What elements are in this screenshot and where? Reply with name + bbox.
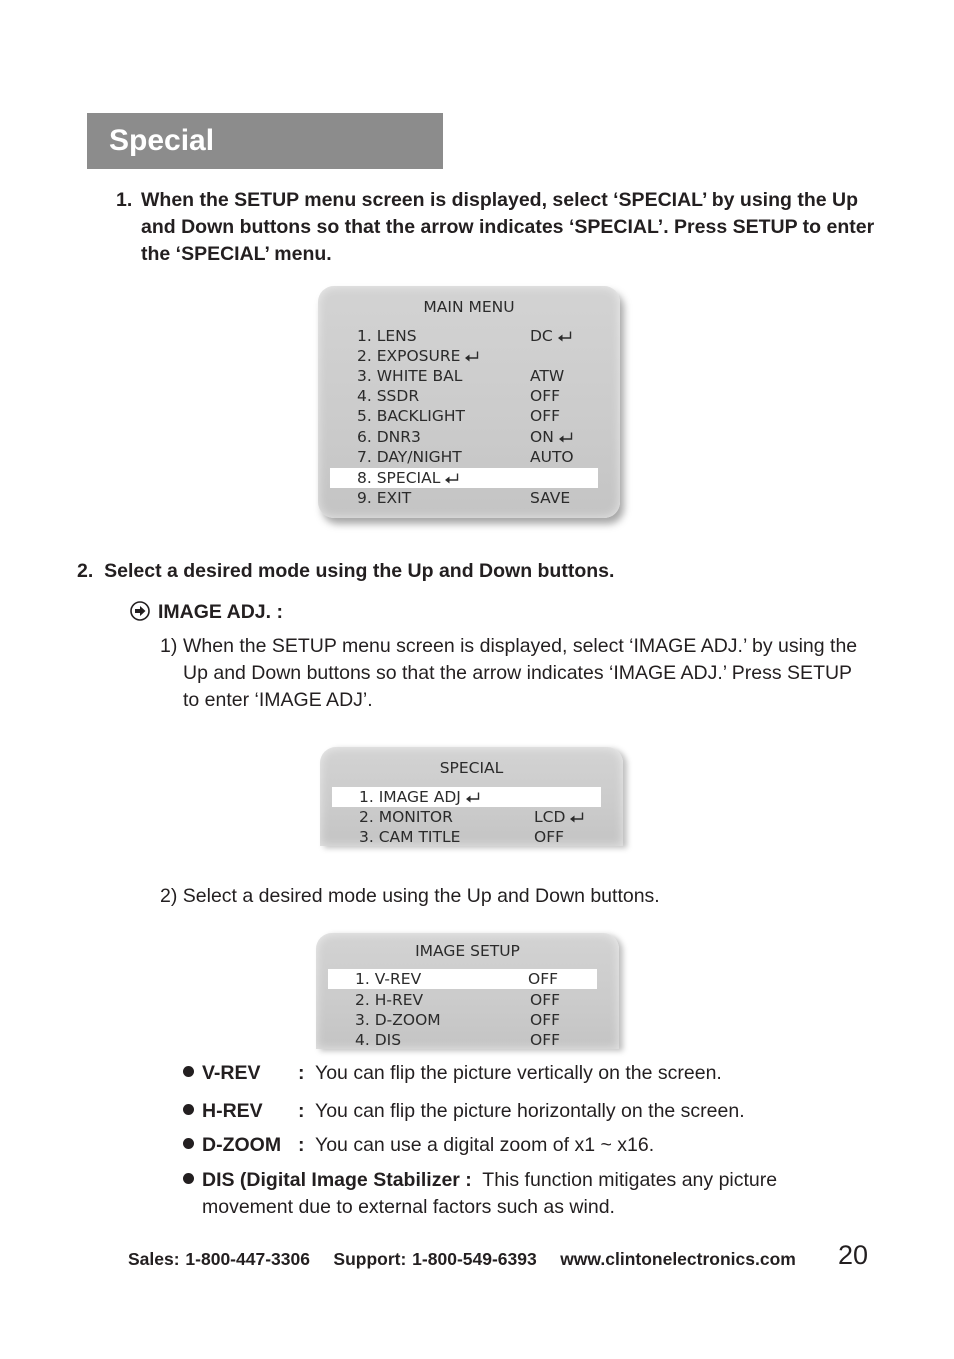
feature-description: This function mitigates any picture xyxy=(482,1169,778,1191)
feature-description-continued: movement due to external factors such as wind. xyxy=(202,1196,615,1218)
menu-row-label: 2. EXPOSURE xyxy=(357,347,461,365)
bullet-dot xyxy=(183,1104,194,1115)
menu-row-value: SAVE xyxy=(530,489,571,507)
main-menu-title: MAIN MENU xyxy=(423,298,515,316)
feature-name: DIS (Digital Image Stabilizer : xyxy=(202,1169,472,1191)
feature-colon: : xyxy=(298,1100,305,1122)
menu-row-label: 9. EXIT xyxy=(357,489,412,507)
menu-row-value: OFF xyxy=(530,991,561,1009)
menu-row-label: 4. DIS xyxy=(355,1031,402,1049)
enter-arrow-icon xyxy=(558,432,573,443)
menu-row-label: 2. H-REV xyxy=(355,991,424,1009)
main-menu-row-backlight xyxy=(330,406,598,426)
menu-row-label: 2. MONITOR xyxy=(359,808,453,826)
enter-arrow-icon xyxy=(464,351,479,362)
menu-row-label: 5. BACKLIGHT xyxy=(357,407,466,425)
feature-v-rev xyxy=(183,1060,863,1087)
menu-row-value: ON xyxy=(530,428,554,446)
menu-row-value: LCD xyxy=(534,808,566,826)
footer-sales: Sales: 1-800-447-3306 xyxy=(128,1249,310,1269)
image-setup-row-v-rev-selected xyxy=(328,969,597,989)
main-menu-row-day-night xyxy=(330,447,598,467)
step-2-number: 2. xyxy=(77,560,94,582)
menu-row-value: ATW xyxy=(530,367,565,385)
image-adj-heading-text: IMAGE ADJ. : xyxy=(158,601,283,623)
step-2-text: Select a desired mode using the Up and Down buttons. xyxy=(104,560,615,582)
menu-row-label: 1. LENS xyxy=(357,327,417,345)
menu-row-value: OFF xyxy=(530,407,561,425)
feature-dis xyxy=(183,1167,863,1221)
menu-row-value: OFF xyxy=(530,1031,561,1049)
menu-row-label: 3. WHITE BAL xyxy=(357,367,463,385)
enter-arrow-icon xyxy=(465,792,480,803)
special-menu-title: SPECIAL xyxy=(439,759,504,777)
main-menu-screen xyxy=(318,286,620,518)
image-setup-row-dis xyxy=(328,1030,597,1050)
menu-row-value: AUTO xyxy=(530,448,574,466)
menu-row-label: 1. IMAGE ADJ xyxy=(359,788,461,806)
bullet-dot xyxy=(183,1173,194,1184)
feature-name: H-REV xyxy=(202,1100,263,1122)
step-1-text: When the SETUP menu screen is displayed, select ‘SPECIAL’ by using the Up and Down buttons so that the arrow indicates ‘SPECIAL’. Press SETUP to enter the ‘SPECIAL’ menu. xyxy=(141,189,875,265)
bullet-dot xyxy=(183,1138,194,1149)
footer-support: Support: 1-800-549-6393 xyxy=(333,1249,537,1269)
step-1 xyxy=(116,187,876,268)
feature-description: You can flip the picture vertically on the screen. xyxy=(315,1062,722,1084)
main-menu-row-exit xyxy=(330,488,598,508)
feature-description: You can use a digital zoom of x1 ~ x16. xyxy=(315,1134,655,1156)
main-menu-row-dnr3 xyxy=(330,427,598,447)
section-title: Special xyxy=(109,124,215,157)
feature-colon: : xyxy=(298,1134,305,1156)
main-menu-row-white-bal xyxy=(330,366,598,386)
main-menu-row-special-selected xyxy=(330,468,598,488)
enter-arrow-icon xyxy=(557,331,572,342)
special-menu-row-monitor xyxy=(332,807,601,827)
special-menu-row-image-adj-selected xyxy=(332,787,601,807)
menu-row-label: 4. SSDR xyxy=(357,387,420,405)
image-adj-heading xyxy=(130,600,283,625)
image-setup-row-d-zoom xyxy=(328,1010,597,1030)
enter-arrow-icon xyxy=(569,812,584,823)
image-setup-row-h-rev xyxy=(328,990,597,1010)
menu-row-label: 1. V-REV xyxy=(355,970,422,988)
feature-name: V-REV xyxy=(202,1062,261,1084)
menu-row-label: 8. SPECIAL xyxy=(357,469,441,487)
image-adj-step-2: 2) Select a desired mode using the Up and Down buttons. xyxy=(160,885,660,907)
menu-row-label: 3. D-ZOOM xyxy=(355,1011,441,1029)
special-menu-screen xyxy=(320,747,623,846)
feature-h-rev xyxy=(183,1098,863,1125)
step-1-number: 1. xyxy=(116,189,133,211)
image-adj-step-1-number: 1) xyxy=(160,635,178,657)
main-menu-row-lens xyxy=(330,326,598,346)
image-adj-step-1-text: When the SETUP menu screen is displayed, select ‘IMAGE ADJ.’ by using the Up and Down buttons so that the arrow indicates ‘IMAGE ADJ.’ Press SETUP to enter ‘IMAGE ADJ’. xyxy=(183,635,858,711)
feature-description: You can flip the picture horizontally on the screen. xyxy=(315,1100,745,1122)
menu-row-value: OFF xyxy=(530,1011,561,1029)
feature-d-zoom xyxy=(183,1132,863,1159)
menu-row-value: OFF xyxy=(530,387,561,405)
footer-website: www.clintonelectronics.com xyxy=(560,1249,796,1269)
special-menu-row-cam-title xyxy=(332,827,601,847)
menu-row-value: OFF xyxy=(534,828,565,846)
step-2 xyxy=(77,559,614,584)
arrow-circle-icon xyxy=(130,601,150,621)
feature-colon: : xyxy=(298,1062,305,1084)
page-number: 20 xyxy=(838,1240,869,1270)
menu-row-label: 7. DAY/NIGHT xyxy=(357,448,462,466)
bullet-dot xyxy=(183,1066,194,1077)
menu-row-value: DC xyxy=(530,327,553,345)
feature-name: D-ZOOM xyxy=(202,1134,282,1156)
image-adj-step-1 xyxy=(160,633,860,714)
menu-row-label: 3. CAM TITLE xyxy=(359,828,461,846)
enter-arrow-icon xyxy=(444,473,459,484)
image-setup-menu-screen xyxy=(316,933,619,1049)
footer-contact xyxy=(128,1247,796,1271)
main-menu-row-ssdr xyxy=(330,386,598,406)
menu-row-value: OFF xyxy=(528,970,559,988)
section-title-bar xyxy=(87,113,443,169)
menu-row-label: 6. DNR3 xyxy=(357,428,421,446)
image-setup-menu-title: IMAGE SETUP xyxy=(415,942,520,960)
main-menu-row-exposure xyxy=(330,346,598,366)
